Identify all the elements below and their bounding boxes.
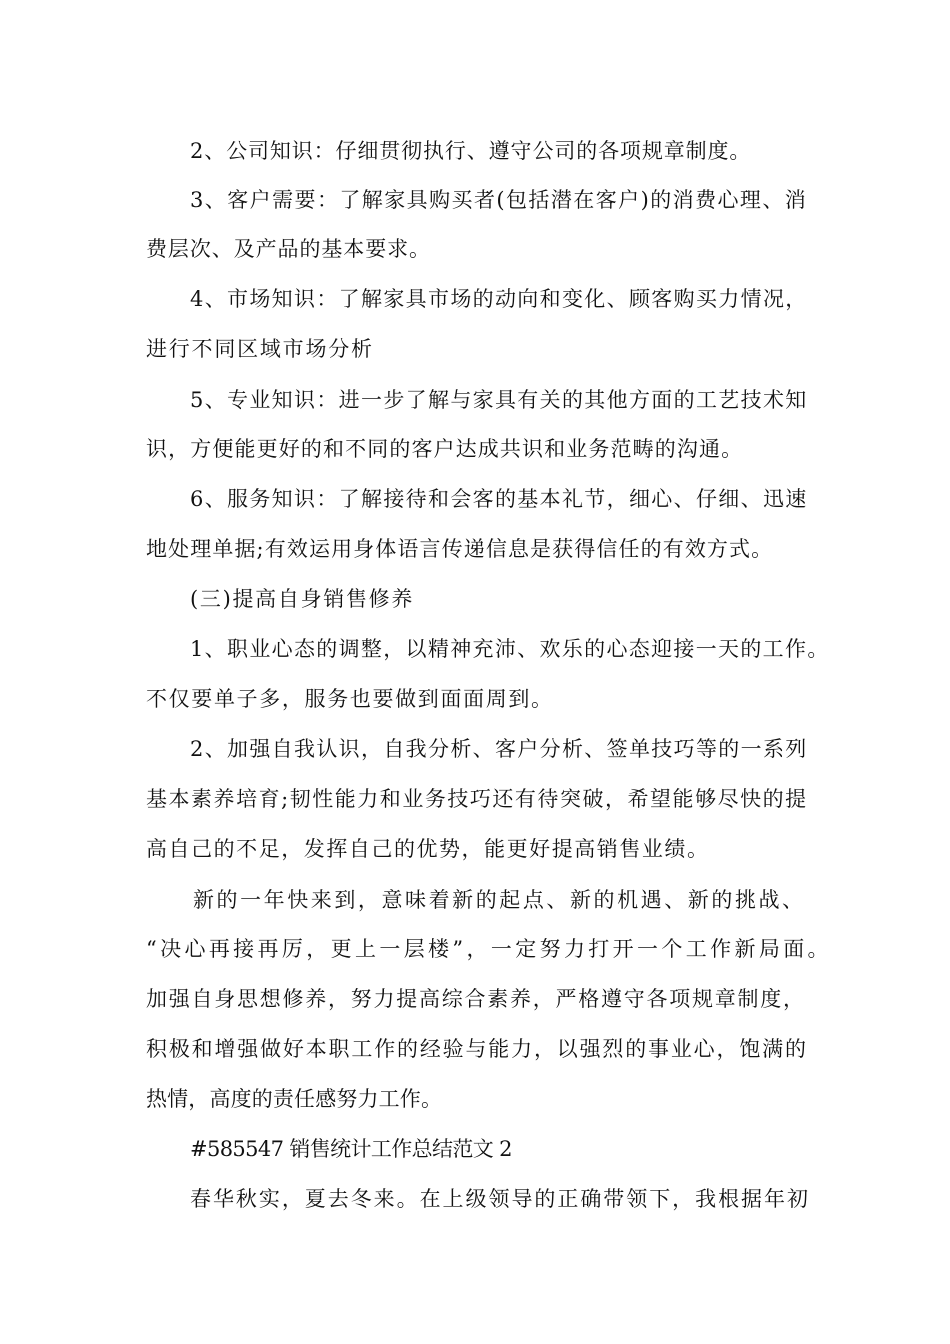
text-line: 2、公司知识：仔细贯彻执行、遵守公司的各项规章制度。 xyxy=(190,139,752,163)
text-line: 6、服务知识：了解接待和会客的基本礼节，细心、仔细、迅速 xyxy=(190,487,808,511)
text-line: 2、加强自我认识，自我分析、客户分析、签单技巧等的一系列 xyxy=(190,737,808,761)
section-heading: #585547 销售统计工作总结范文 2 xyxy=(190,1137,512,1161)
text-line: 热情，高度的责任感努力工作。 xyxy=(146,1087,443,1111)
text-line: 4、市场知识：了解家具市场的动向和变化、顾客购买力情况， xyxy=(190,287,808,311)
text-line: 春华秋实，夏去冬来。在上级领导的正确带领下，我根据年初 xyxy=(190,1187,810,1211)
text-line: 3、客户需要：了解家具购买者(包括潜在客户)的消费心理、消 xyxy=(190,188,808,212)
text-line: 5、专业知识：进一步了解与家具有关的其他方面的工艺技术知 xyxy=(190,388,808,412)
text-line: 地处理单据;有效运用身体语言传递信息是获得信任的有效方式。 xyxy=(146,537,774,561)
text-line: 基本素养培育;韧性能力和业务技巧还有待突破，希望能够尽快的提 xyxy=(146,787,808,811)
text-line: 不仅要单子多，服务也要做到面面周到。 xyxy=(146,687,554,711)
text-line: “决心再接再厉，更上一层楼”，一定努力打开一个工作新局面。 xyxy=(146,937,832,961)
text-line: 积极和增强做好本职工作的经验与能力，以强烈的事业心，饱满的 xyxy=(146,1037,808,1061)
text-line: 费层次、及产品的基本要求。 xyxy=(146,237,431,261)
text-line: 加强自身思想修养，努力提高综合素养，严格遵守各项规章制度， xyxy=(146,987,806,1011)
text-line: 高自己的不足，发挥自己的优势，能更好提高销售业绩。 xyxy=(146,837,710,861)
text-line: 进行不同区域市场分析 xyxy=(146,337,374,361)
text-line: 新的一年快来到，意味着新的起点、新的机遇、新的挑战、 xyxy=(193,888,806,912)
section-heading: (三)提高自身销售修养 xyxy=(190,587,415,611)
text-line: 识，方便能更好的和不同的客户达成共识和业务范畴的沟通。 xyxy=(146,437,744,461)
text-line: 1、职业心态的调整，以精神充沛、欢乐的心态迎接一天的工作。 xyxy=(190,637,830,661)
